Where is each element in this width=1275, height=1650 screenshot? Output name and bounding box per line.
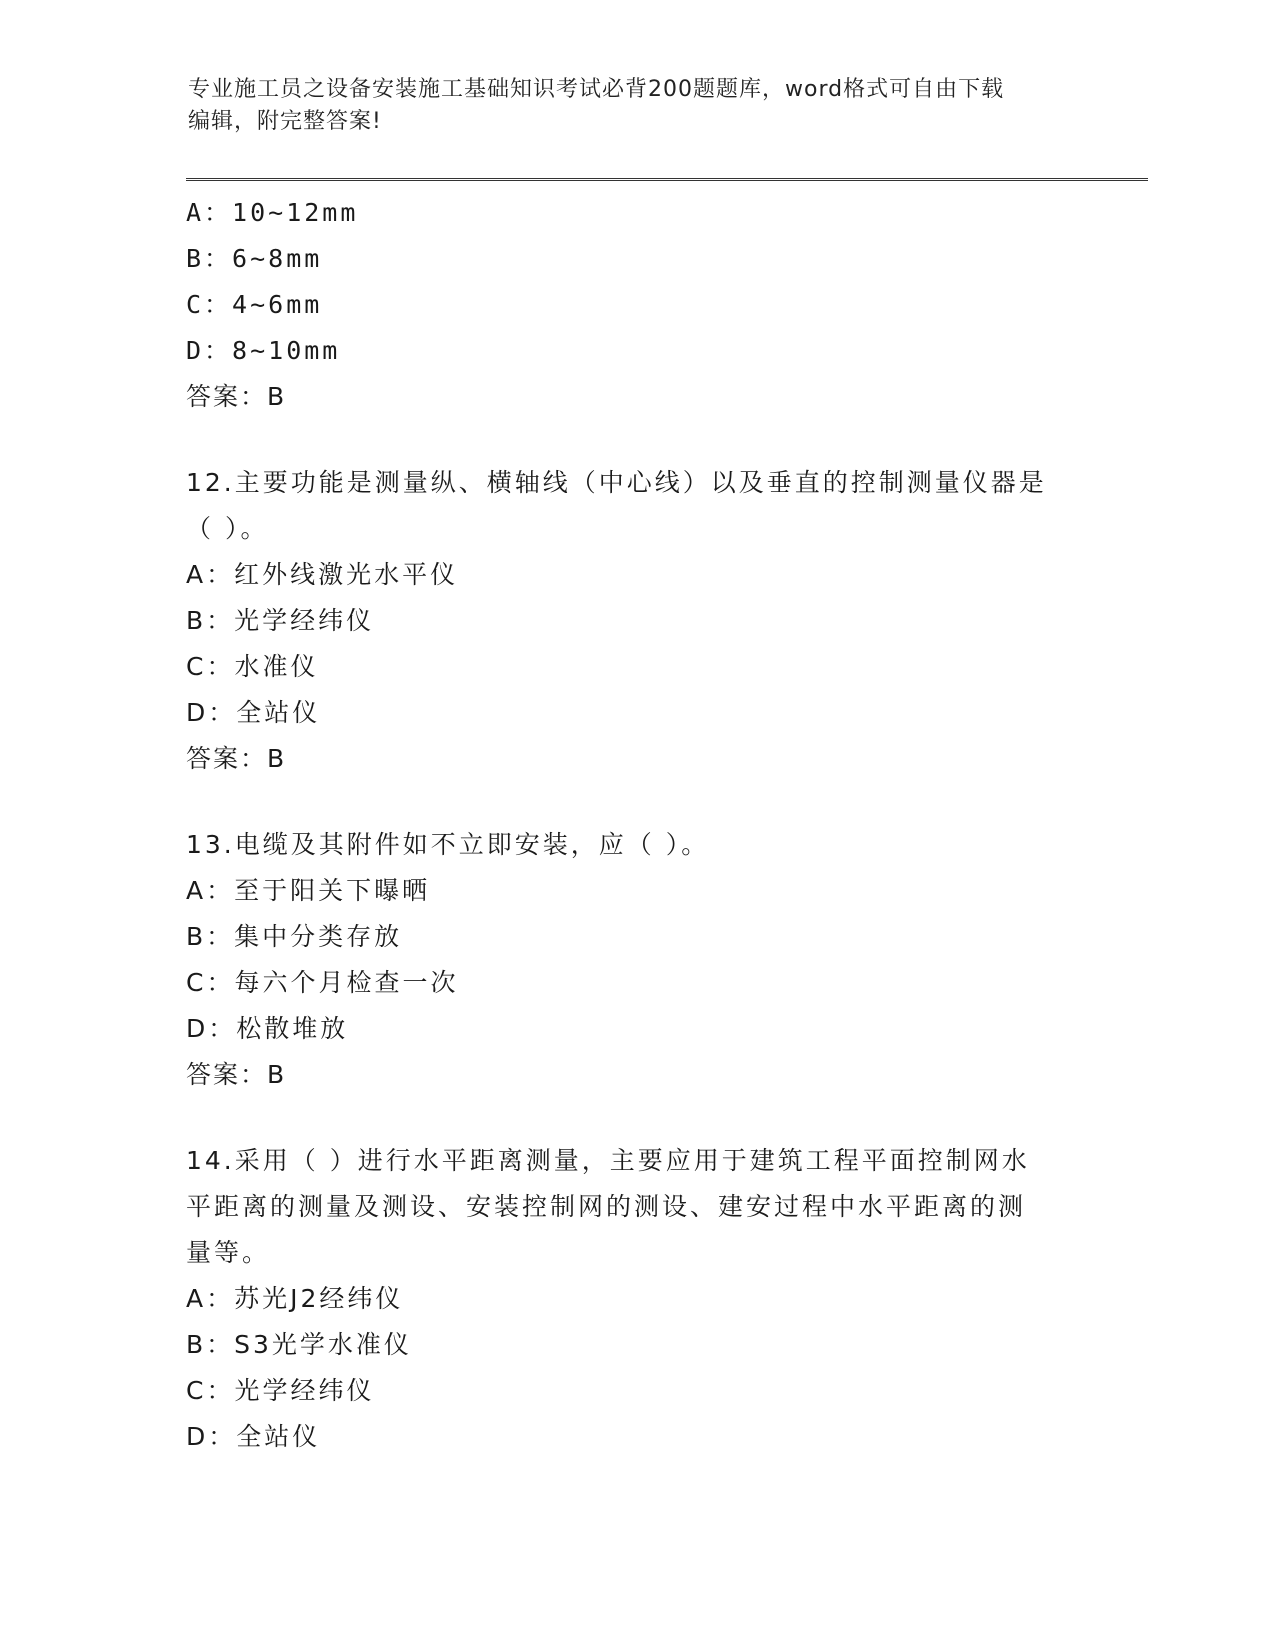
option-c: C：4~6mm (186, 290, 323, 319)
answer: 答案：B (186, 1060, 287, 1089)
question-stem-line: 量等。 (186, 1238, 271, 1267)
option-b: B：6~8mm (186, 244, 323, 273)
option-a: A：10~12mm (186, 198, 359, 227)
option-c: C：每六个月检查一次 (186, 968, 459, 997)
question-11 (186, 190, 1086, 420)
answer: 答案：B (186, 744, 287, 773)
question-stem-line: 14.采用（ ）进行水平距离测量，主要应用于建筑工程平面控制网水 (186, 1146, 1030, 1175)
option-d: D：全站仪 (186, 1422, 321, 1451)
option-d: D：松散堆放 (186, 1014, 349, 1043)
option-b: B：光学经纬仪 (186, 606, 375, 635)
question-stem-line: 13.电缆及其附件如不立即安装，应（ ）。 (186, 830, 710, 859)
option-a: A：苏光J2经纬仪 (186, 1284, 404, 1313)
option-b: B：集中分类存放 (186, 922, 403, 951)
document-header (188, 74, 1088, 138)
header-divider (186, 178, 1148, 181)
header-title-line2: 编辑，附完整答案! (188, 109, 382, 134)
question-stem-line: （ ）。 (186, 514, 269, 543)
question-13 (186, 822, 1086, 1098)
question-12 (186, 460, 1086, 782)
spacer (186, 1098, 1086, 1138)
spacer (186, 420, 1086, 460)
question-stem-line: 12.主要功能是测量纵、横轴线（中心线）以及垂直的控制测量仪器是 (186, 468, 1047, 497)
spacer (186, 782, 1086, 822)
question-14 (186, 1138, 1086, 1460)
option-c: C：水准仪 (186, 652, 319, 681)
option-a: A：红外线激光水平仪 (186, 560, 459, 589)
question-stem-line: 平距离的测量及测设、安装控制网的测设、建安过程中水平距离的测 (186, 1192, 1027, 1221)
option-d: D：全站仪 (186, 698, 321, 727)
question-list (186, 190, 1086, 1460)
option-c: C：光学经纬仪 (186, 1376, 375, 1405)
option-a: A：至于阳关下曝晒 (186, 876, 431, 905)
option-d: D：8~10mm (186, 336, 341, 365)
header-title-line1: 专业施工员之设备安装施工基础知识考试必背200题题库，word格式可自由下载 (188, 77, 1005, 102)
option-b: B：S3光学水准仪 (186, 1330, 412, 1359)
answer: 答案：B (186, 382, 287, 411)
